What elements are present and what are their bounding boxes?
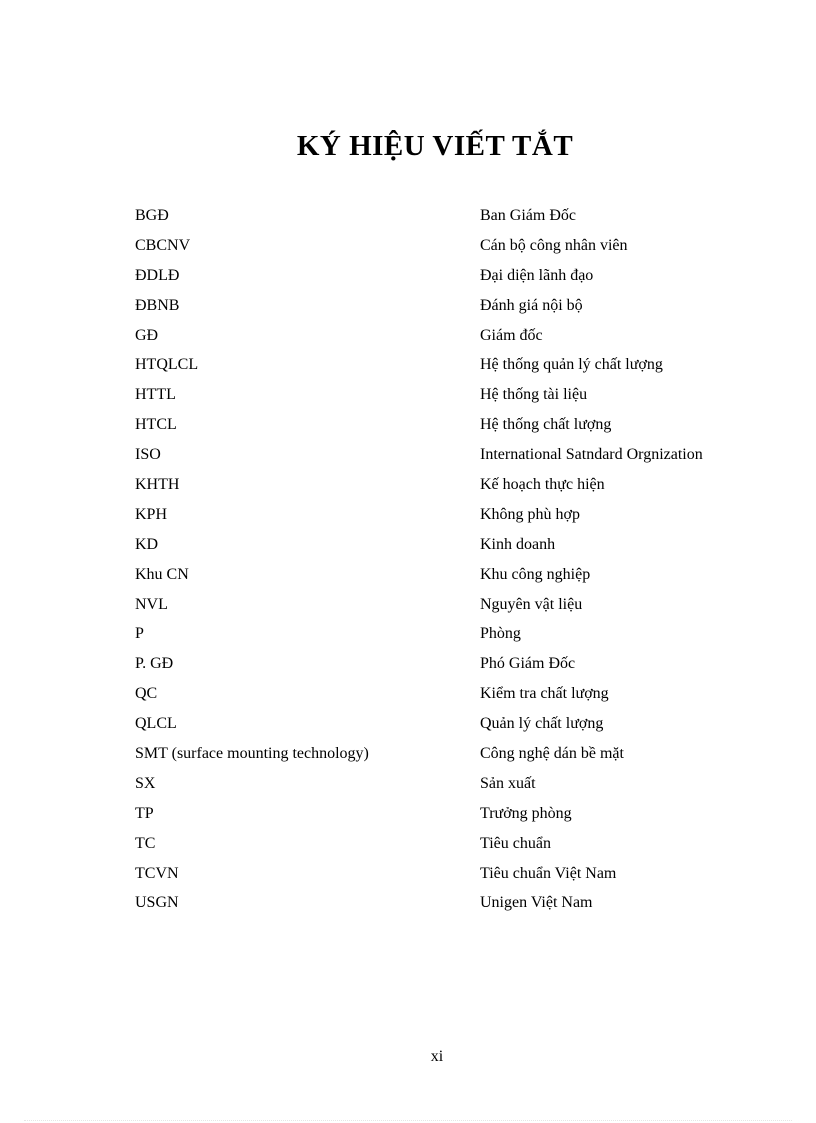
abbreviation-row: [135, 470, 755, 500]
abbreviation-meaning: Tiêu chuẩn: [480, 834, 551, 852]
abbreviation-meaning: Phó Giám Đốc: [480, 655, 576, 673]
abbreviation-term: BGĐ: [135, 206, 169, 224]
abbreviation-row: [135, 321, 755, 351]
abbreviation-term: TC: [135, 834, 156, 852]
abbreviation-term: P: [135, 625, 144, 643]
abbreviation-table: [135, 201, 755, 918]
abbreviation-row: [135, 619, 755, 649]
bottom-divider: [24, 1120, 792, 1121]
abbreviation-row: [135, 231, 755, 261]
abbreviation-meaning: Quản lý chất lượng: [480, 715, 604, 733]
abbreviation-term: SX: [135, 774, 156, 792]
abbreviation-meaning: Trưởng phòng: [480, 804, 572, 822]
abbreviation-row: [135, 410, 755, 440]
abbreviation-row: [135, 799, 755, 829]
abbreviation-meaning: Sản xuất: [480, 774, 536, 792]
abbreviation-row: [135, 500, 755, 530]
abbreviation-meaning: Tiêu chuẩn Việt Nam: [480, 864, 617, 882]
abbreviation-row: [135, 739, 755, 769]
abbreviation-row: [135, 201, 755, 231]
abbreviation-table-body: [135, 201, 755, 918]
abbreviation-row: [135, 560, 755, 590]
abbreviation-row: [135, 679, 755, 709]
abbreviation-row: [135, 530, 755, 560]
abbreviation-term: ISO: [135, 446, 161, 464]
abbreviation-meaning: Hệ thống tài liệu: [480, 386, 588, 404]
page-title: KÝ HIỆU VIẾT TẮT: [296, 130, 574, 162]
abbreviation-term: USGN: [135, 894, 179, 912]
abbreviation-term: HTTL: [135, 386, 176, 404]
abbreviation-meaning: International Satndard Orgnization: [480, 446, 703, 464]
abbreviation-meaning: Cán bộ công nhân viên: [480, 236, 628, 254]
abbreviation-row: [135, 859, 755, 889]
abbreviation-term: Khu CN: [135, 565, 189, 583]
abbreviation-term: ĐDLĐ: [135, 266, 180, 284]
abbreviation-term: KPH: [135, 505, 168, 523]
abbreviation-row: [135, 291, 755, 321]
abbreviation-row: [135, 769, 755, 799]
abbreviation-term: CBCNV: [135, 236, 191, 254]
abbreviation-meaning: Kiểm tra chất lượng: [480, 685, 609, 703]
abbreviation-meaning: Công nghệ dán bề mặt: [480, 744, 624, 762]
abbreviation-meaning: Hệ thống chất lượng: [480, 416, 612, 434]
abbreviation-term: TCVN: [135, 864, 179, 882]
abbreviation-term: QLCL: [135, 715, 177, 733]
abbreviation-term: HTQLCL: [135, 356, 199, 374]
abbreviation-term: QC: [135, 685, 158, 703]
abbreviation-row: [135, 350, 755, 380]
abbreviation-meaning: Ban Giám Đốc: [480, 206, 576, 224]
abbreviation-term: HTCL: [135, 416, 177, 434]
abbreviation-row: [135, 380, 755, 410]
page-number: xi: [430, 1048, 444, 1065]
abbreviation-term: SMT (surface mounting technology): [135, 744, 369, 762]
abbreviation-row: [135, 590, 755, 620]
abbreviation-term: TP: [135, 804, 154, 822]
abbreviation-meaning: Đánh giá nội bộ: [480, 296, 583, 314]
abbreviation-term: ĐBNB: [135, 296, 180, 314]
abbreviation-meaning: Giám đốc: [480, 326, 543, 344]
abbreviation-row: [135, 709, 755, 739]
abbreviation-meaning: Đại diện lãnh đạo: [480, 266, 594, 284]
abbreviation-term: GĐ: [135, 326, 159, 344]
abbreviation-term: NVL: [135, 595, 168, 613]
abbreviation-row: [135, 261, 755, 291]
abbreviation-row: [135, 829, 755, 859]
abbreviation-meaning: Kế hoạch thực hiện: [480, 475, 605, 493]
abbreviation-meaning: Khu công nghiệp: [480, 565, 591, 583]
abbreviation-meaning: Nguyên vật liệu: [480, 595, 583, 613]
abbreviation-meaning: Hệ thống quản lý chất lượng: [480, 356, 663, 374]
abbreviation-term: KD: [135, 535, 159, 553]
abbreviation-meaning: Không phù hợp: [480, 505, 581, 523]
abbreviation-row: [135, 440, 755, 470]
abbreviation-term: P. GĐ: [135, 655, 174, 673]
abbreviation-meaning: Kinh doanh: [480, 535, 556, 553]
abbreviation-meaning: Unigen Việt Nam: [480, 894, 593, 912]
abbreviation-term: KHTH: [135, 475, 180, 493]
abbreviation-meaning: Phòng: [480, 625, 521, 643]
abbreviation-row: [135, 888, 755, 918]
abbreviation-row: [135, 649, 755, 679]
